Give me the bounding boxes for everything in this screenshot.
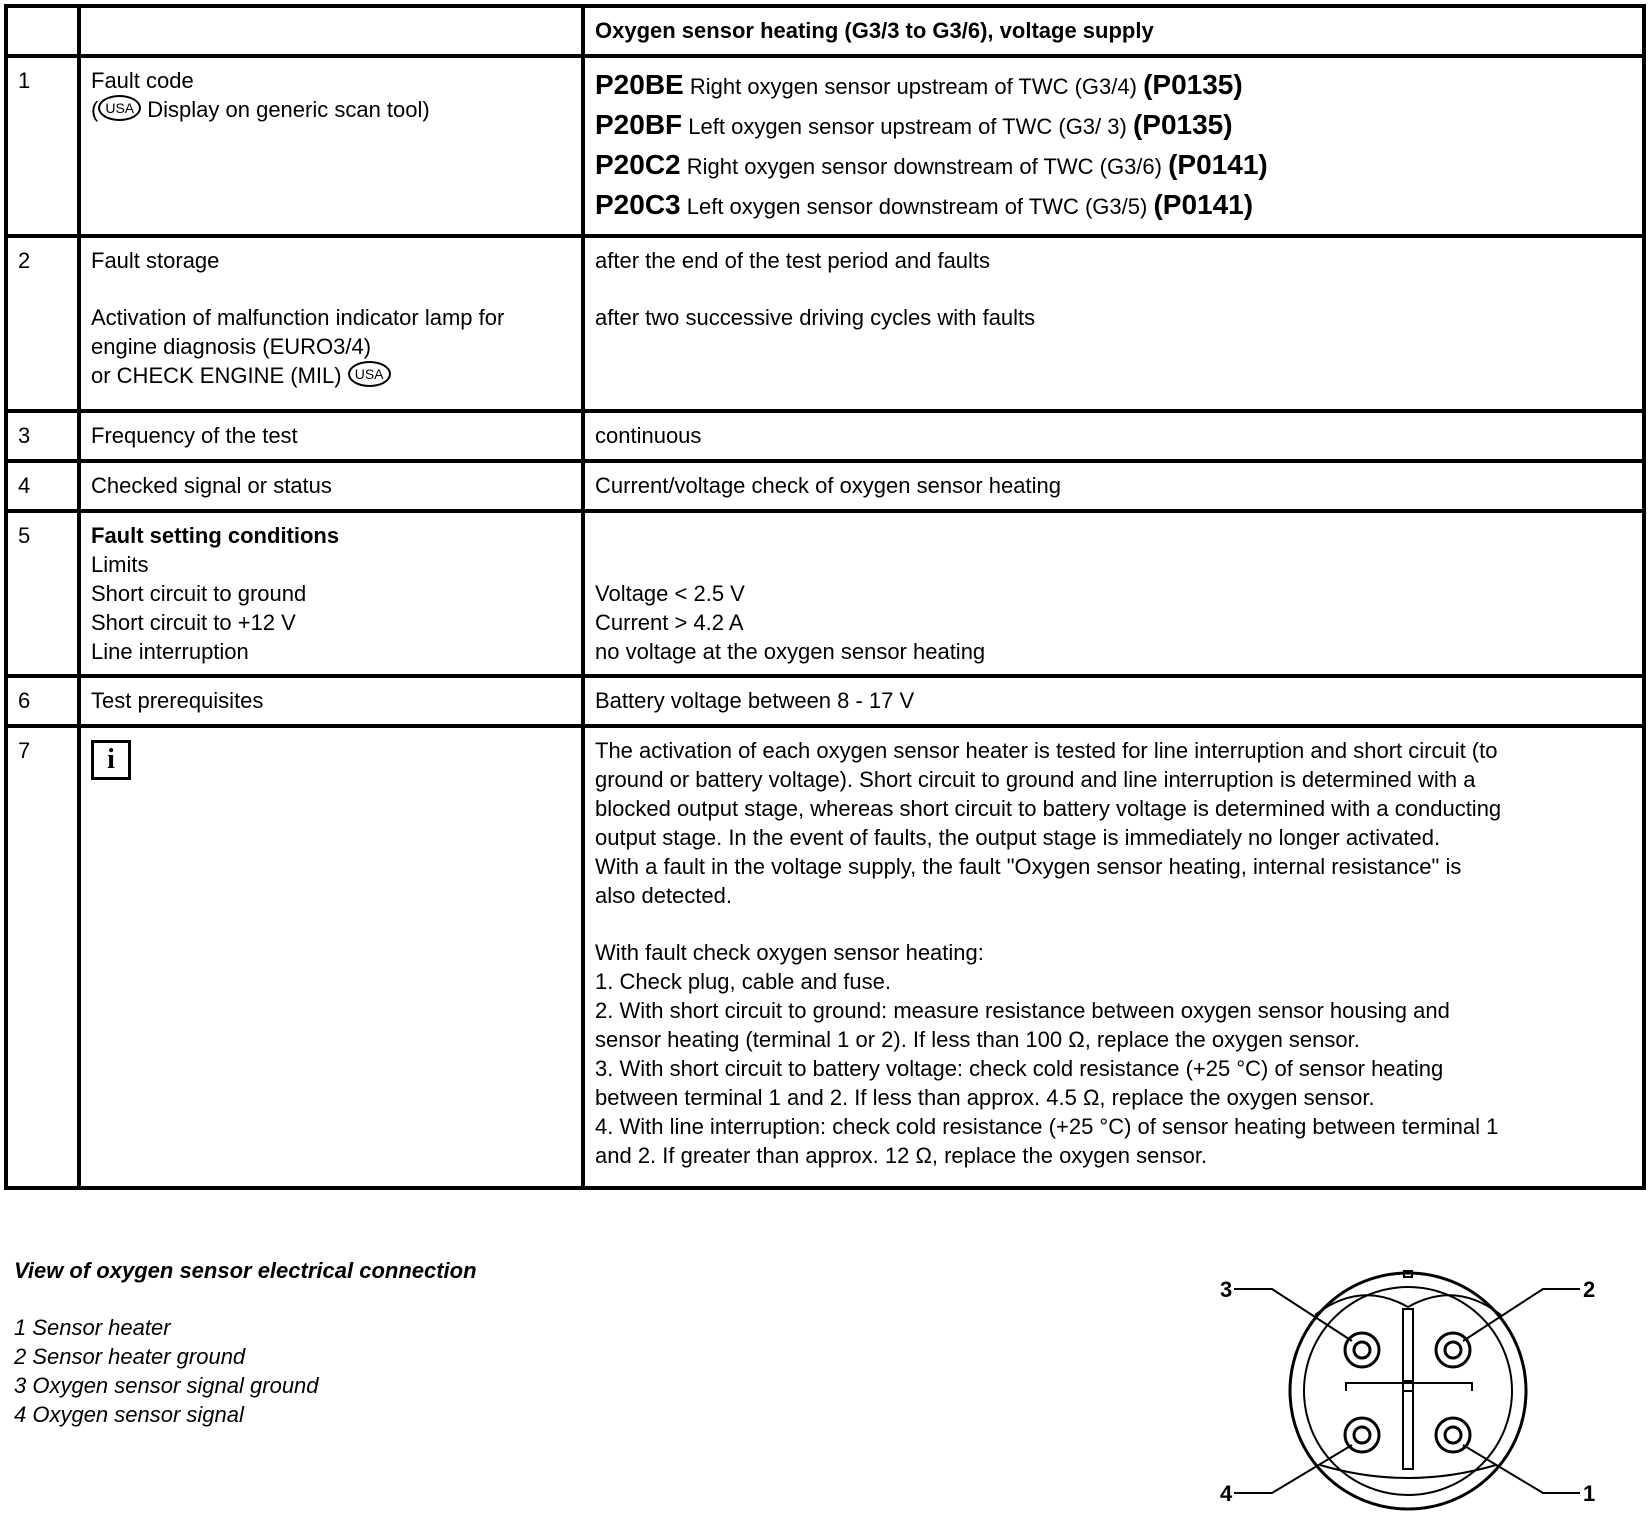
row-value: [583, 511, 1644, 676]
row-number: 6: [6, 676, 79, 726]
pin-label-2: 2: [1583, 1277, 1596, 1302]
header-label-cell: [79, 6, 583, 56]
condition-value: Voltage < 2.5 V: [595, 581, 745, 606]
legend-item: 4 Oxygen sensor signal: [14, 1402, 244, 1427]
usa-badge-icon: USA: [98, 95, 141, 121]
table-row-info: [6, 726, 1644, 1188]
row-label: [79, 56, 583, 236]
info-text: [583, 726, 1644, 1188]
fault-code-list: [583, 56, 1644, 236]
row-number: 1: [6, 56, 79, 236]
legend-title: View of oxygen sensor electrical connection: [14, 1258, 477, 1283]
row-value: Current/voltage check of oxygen sensor heating: [583, 461, 1644, 511]
fault-code-item: P20C2 Right oxygen sensor downstream of TWC (G3/6) (P0141): [595, 149, 1268, 180]
table-row-prerequisites: [6, 676, 1644, 726]
pin-label-4: 4: [1220, 1481, 1233, 1506]
row-number: 2: [6, 236, 79, 411]
pin-3: [1345, 1333, 1379, 1367]
table-row-checked-signal: [6, 461, 1644, 511]
legend-item: 2 Sensor heater ground: [14, 1344, 246, 1369]
table-row-fault-conditions: [6, 511, 1644, 676]
pin-2: [1436, 1333, 1470, 1367]
info-line: With fault check oxygen sensor heating:: [595, 940, 984, 965]
info-line: 2. With short circuit to ground: measure resistance between oxygen sensor housing and: [595, 998, 1450, 1023]
row-label: [79, 236, 583, 411]
row-value: [583, 236, 1644, 411]
fault-code-item: P20BE Right oxygen sensor upstream of TWC (G3/4) (P0135): [595, 69, 1243, 100]
leader-3: [1234, 1289, 1352, 1341]
row-label: [79, 726, 583, 1188]
pin-label-1: 1: [1583, 1481, 1596, 1506]
legend-item: 1 Sensor heater: [14, 1315, 171, 1340]
condition-label: Short circuit to ground: [91, 581, 307, 606]
row-label: Test prerequisites: [79, 676, 583, 726]
info-line: The activation of each oxygen sensor heater is tested for line interruption and short circuit (to: [595, 738, 1498, 763]
center-bar: [1403, 1309, 1413, 1469]
row-label: [79, 511, 583, 676]
info-line: between terminal 1 and 2. If less than approx. 4.5 Ω, replace the oxygen sensor.: [595, 1085, 1375, 1110]
fault-code-item: P20C3 Left oxygen sensor downstream of TWC (G3/5) (P0141): [595, 189, 1254, 220]
mil-label-line: or CHECK ENGINE (MIL) USA: [91, 361, 571, 390]
table-row-fault-code: [6, 56, 1644, 236]
fault-table: [4, 4, 1646, 1190]
row-value: continuous: [583, 411, 1644, 461]
info-line: 1. Check plug, cable and fuse.: [595, 969, 891, 994]
condition-label: Line interruption: [91, 639, 249, 664]
info-line: sensor heating (terminal 1 or 2). If less than 100 Ω, replace the oxygen sensor.: [595, 1027, 1360, 1052]
info-line: With a fault in the voltage supply, the fault "Oxygen sensor heating, internal resistance" is: [595, 854, 1462, 879]
legend-item: 3 Oxygen sensor signal ground: [14, 1373, 319, 1398]
condition-value: Current > 4.2 A: [595, 610, 744, 635]
row-number: 5: [6, 511, 79, 676]
info-line: output stage. In the event of faults, the output stage is immediately no longer activated.: [595, 825, 1441, 850]
info-line: 3. With short circuit to battery voltage: check cold resistance (+25 °C) of sensor heating: [595, 1056, 1444, 1081]
mil-activation-value: after two successive driving cycles with faults: [595, 305, 1036, 330]
row-label: Frequency of the test: [79, 411, 583, 461]
connector-legend: [14, 1256, 477, 1429]
row-number: 4: [6, 461, 79, 511]
table-row-frequency: [6, 411, 1644, 461]
fault-storage-value: after the end of the test period and faults: [595, 248, 991, 273]
info-line: blocked output stage, whereas short circuit to battery voltage is determined with a conducting: [595, 796, 1502, 821]
fault-code-item: P20BF Left oxygen sensor upstream of TWC (G3/ 3) (P0135): [595, 109, 1233, 140]
info-icon: i: [91, 740, 131, 780]
row-value: Battery voltage between 8 - 17 V: [583, 676, 1644, 726]
row-label: Checked signal or status: [79, 461, 583, 511]
info-line: 4. With line interruption: check cold resistance (+25 °C) of sensor heating between terminal 1: [595, 1114, 1499, 1139]
info-line: and 2. If greater than approx. 12 Ω, replace the oxygen sensor.: [595, 1143, 1208, 1168]
pin-label-3: 3: [1220, 1277, 1233, 1302]
header-title: Oxygen sensor heating (G3/3 to G3/6), voltage supply: [583, 6, 1644, 56]
table-row-fault-storage: [6, 236, 1644, 411]
connector-diagram: [1210, 1255, 1610, 1515]
mil-label-line: Activation of malfunction indicator lamp for: [91, 305, 505, 330]
usa-badge-icon: USA: [348, 361, 391, 387]
condition-label: Short circuit to +12 V: [91, 610, 296, 635]
condition-value: no voltage at the oxygen sensor heating: [595, 639, 986, 664]
row-number: 7: [6, 726, 79, 1188]
limits-label: Limits: [91, 552, 149, 577]
fault-storage-label: Fault storage: [91, 248, 220, 273]
mil-label-line: engine diagnosis (EURO3/4): [91, 334, 372, 359]
info-line: also detected.: [595, 883, 732, 908]
table-header-row: [6, 6, 1644, 56]
row-number: 3: [6, 411, 79, 461]
info-line: ground or battery voltage). Short circuit to ground and line interruption is determined with a: [595, 767, 1476, 792]
conditions-title: Fault setting conditions: [91, 523, 340, 548]
fault-code-label: Fault code: [91, 68, 194, 93]
header-num-cell: [6, 6, 79, 56]
generic-scan-label: ( USA Display on generic scan tool): [91, 97, 430, 122]
